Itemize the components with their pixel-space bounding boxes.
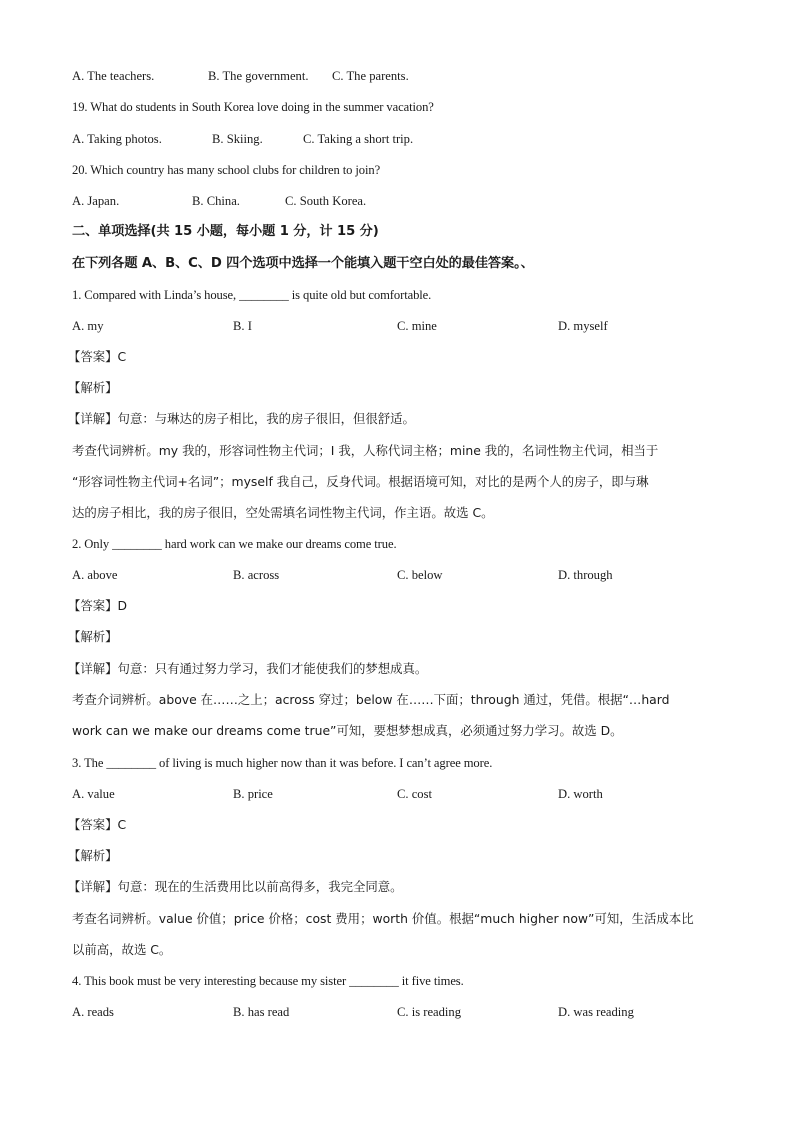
item3-option-b: B. price	[233, 787, 273, 801]
item2-analysis-label: 【解析】	[68, 629, 118, 644]
item1-option-b: B. I	[233, 319, 252, 333]
item1-detail: 【详解】句意：与琳达的房子相比，我的房子很旧，但很舒适。	[68, 411, 415, 426]
item2-answer: 【答案】D	[68, 598, 128, 613]
item2-option-b: B. across	[233, 568, 280, 582]
item1-explanation-2: “形容词性物主代词+名词”；myself 我自己，反身代词。根据语境可知，对比的是两个人的房子，即与琳	[72, 474, 649, 489]
item1-explanation-1: 考查代词辨析。my 我的，形容词性物主代词；I 我，人称代词主格；mine 我的，名词性物主代词，相当于	[72, 443, 659, 458]
item1-option-c: C. mine	[397, 319, 437, 333]
item2-detail: 【详解】句意：只有通过努力学习，我们才能使我们的梦想成真。	[68, 661, 428, 676]
item4-option-b: B. has read	[233, 1005, 290, 1019]
item4-option-d: D. was reading	[558, 1005, 634, 1019]
item1-question: 1. Compared with Linda’s house, ________ is quite old but comfortable.	[72, 288, 432, 302]
q20-option-b: B. China.	[192, 194, 240, 208]
item3-explanation-2: 以前高，故选 C。	[72, 942, 172, 957]
q20-option-a: A. Japan.	[72, 194, 120, 208]
q20-option-c: C. South Korea.	[285, 194, 367, 208]
item1-analysis-label: 【解析】	[68, 380, 118, 395]
section-title: 二、单项选择(共 15 小题，每小题 1 分，计 15 分)	[72, 224, 379, 239]
section-instruction: 在下列各题 A、B、C、D 四个选项中选择一个能填入题干空白处的最佳答案。、	[72, 256, 534, 271]
item2-option-d: D. through	[558, 568, 613, 582]
item1-option-a: A. my	[72, 319, 104, 333]
item1-explanation-3: 达的房子相比，我的房子很旧，空处需填名词性物主代词，作主语。故选 C。	[72, 505, 494, 520]
item1-answer: 【答案】C	[68, 349, 127, 364]
q18-option-c: C. The parents.	[332, 69, 409, 83]
item3-option-d: D. worth	[558, 787, 603, 801]
q20-question: 20. Which country has many school clubs for children to join?	[72, 163, 381, 177]
q19-option-c: C. Taking a short trip.	[303, 132, 414, 146]
q19-option-b: B. Skiing.	[212, 132, 263, 146]
q19-option-a: A. Taking photos.	[72, 132, 162, 146]
item2-option-a: A. above	[72, 568, 118, 582]
item3-option-c: C. cost	[397, 787, 432, 801]
item2-question: 2. Only ________ hard work can we make our dreams come true.	[72, 537, 397, 551]
item3-detail: 【详解】句意：现在的生活费用比以前高得多，我完全同意。	[68, 879, 403, 894]
item2-explanation-2: work can we make our dreams come true”可知，要想梦想成真，必须通过努力学习。故选 D。	[72, 723, 623, 738]
item2-option-c: C. below	[397, 568, 443, 582]
item3-option-a: A. value	[72, 787, 115, 801]
item2-explanation-1: 考查介词辨析。above 在……之上；across 穿过；below 在……下面；through 通过，凭借。根据“…hard	[72, 692, 670, 707]
item3-analysis-label: 【解析】	[68, 848, 118, 863]
item3-answer: 【答案】C	[68, 817, 127, 832]
item3-explanation-1: 考查名词辨析。value 价值；price 价格；cost 费用；worth 价值。根据“much higher now”可知，生活成本比	[72, 911, 694, 926]
item1-option-d: D. myself	[558, 319, 608, 333]
q18-option-b: B. The government.	[208, 69, 309, 83]
item3-question: 3. The ________ of living is much higher now than it was before. I can’t agree more.	[72, 756, 493, 770]
item4-option-c: C. is reading	[397, 1005, 462, 1019]
item4-option-a: A. reads	[72, 1005, 114, 1019]
q19-question: 19. What do students in South Korea love doing in the summer vacation?	[72, 100, 434, 114]
q18-option-a: A. The teachers.	[72, 69, 155, 83]
item4-question: 4. This book must be very interesting because my sister ________ it five times.	[72, 974, 464, 988]
